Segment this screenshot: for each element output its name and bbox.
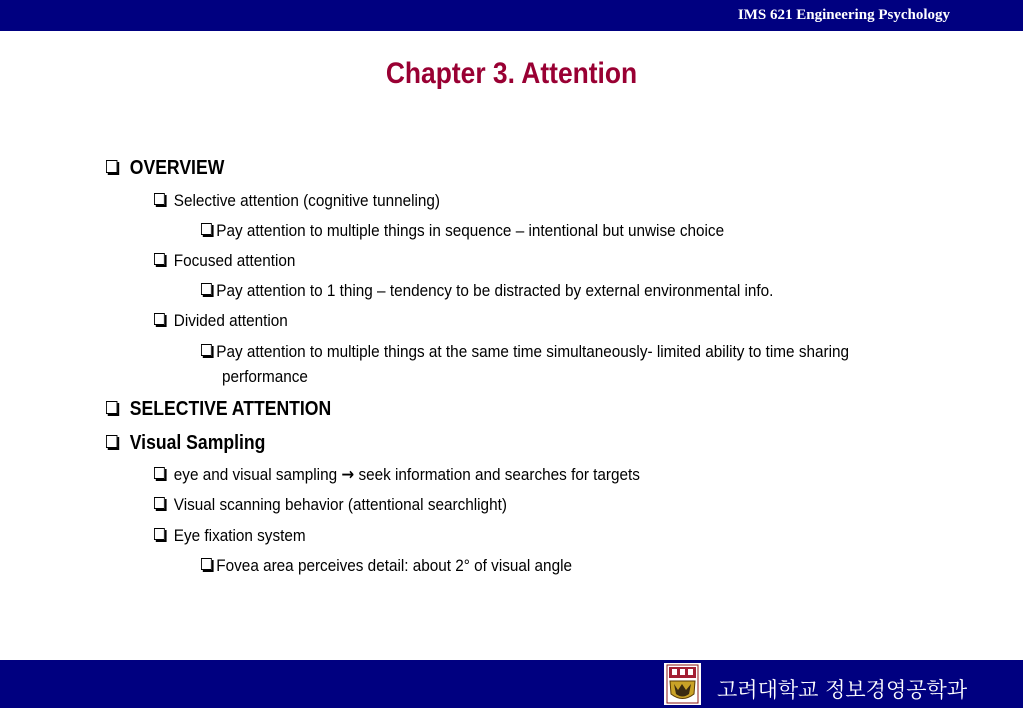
bullet-scanning (154, 495, 507, 515)
slide-title: Chapter 3. Attention (385, 57, 638, 90)
bullet-eye-sampling (154, 465, 640, 485)
checkbox-bullet-icon (106, 160, 117, 173)
course-title: IMS 621 Engineering Psychology (737, 7, 950, 23)
department-name: 고려대학교 정보경영공학과 (717, 678, 968, 702)
bullet-selective-attention (106, 398, 331, 421)
bullet-text: OVERVIEW (129, 157, 225, 179)
bullet-divided (154, 311, 288, 331)
bullet-text: eye and visual sampling (173, 465, 338, 484)
bullet-selective (154, 191, 440, 211)
bullet-divided-detail (201, 342, 849, 362)
checkbox-bullet-icon (154, 467, 165, 479)
checkbox-bullet-icon (106, 435, 117, 448)
checkbox-bullet-icon (154, 253, 165, 265)
bullet-overview (106, 157, 224, 180)
bullet-text: SELECTIVE ATTENTION (129, 398, 332, 420)
bullet-text: Visual Sampling (129, 432, 266, 454)
checkbox-bullet-icon (201, 558, 212, 570)
university-logo-icon (664, 663, 701, 705)
bullet-fixation (154, 526, 306, 546)
bullet-text: Selective attention (cognitive tunneling) (173, 191, 441, 210)
bullet-text: Pay attention to multiple things in sequence – intentional but unwise choice (216, 221, 725, 240)
bullet-text: Eye fixation system (173, 526, 306, 545)
bullet-divided-detail-continued: performance (222, 367, 308, 386)
checkbox-bullet-icon (154, 528, 165, 540)
bullet-text: Divided attention (173, 311, 288, 330)
checkbox-bullet-icon (201, 283, 212, 295)
bullet-fovea (201, 556, 572, 576)
bullet-selective-detail (201, 221, 724, 241)
checkbox-bullet-icon (154, 193, 165, 205)
header-bar (0, 0, 1023, 31)
right-arrow-icon: → (341, 465, 355, 485)
checkbox-bullet-icon (154, 497, 165, 509)
bullet-text: Focused attention (173, 251, 296, 270)
bullet-text: Fovea area perceives detail: about 2° of visual angle (216, 556, 572, 575)
checkbox-bullet-icon (201, 344, 212, 356)
bullet-visual-sampling (106, 432, 265, 455)
checkbox-bullet-icon (106, 401, 117, 414)
bullet-text: Pay attention to 1 thing – tendency to be distracted by external environmental info. (216, 281, 774, 300)
bullet-focused (154, 251, 295, 271)
bullet-text: Visual scanning behavior (attentional searchlight) (173, 495, 507, 514)
bullet-focused-detail (201, 281, 773, 301)
bullet-text-continued: seek information and searches for targets (358, 465, 640, 484)
checkbox-bullet-icon (201, 223, 212, 235)
bullet-text: Pay attention to multiple things at the same time simultaneously- limited ability to time sharing (216, 342, 850, 361)
checkbox-bullet-icon (154, 313, 165, 325)
